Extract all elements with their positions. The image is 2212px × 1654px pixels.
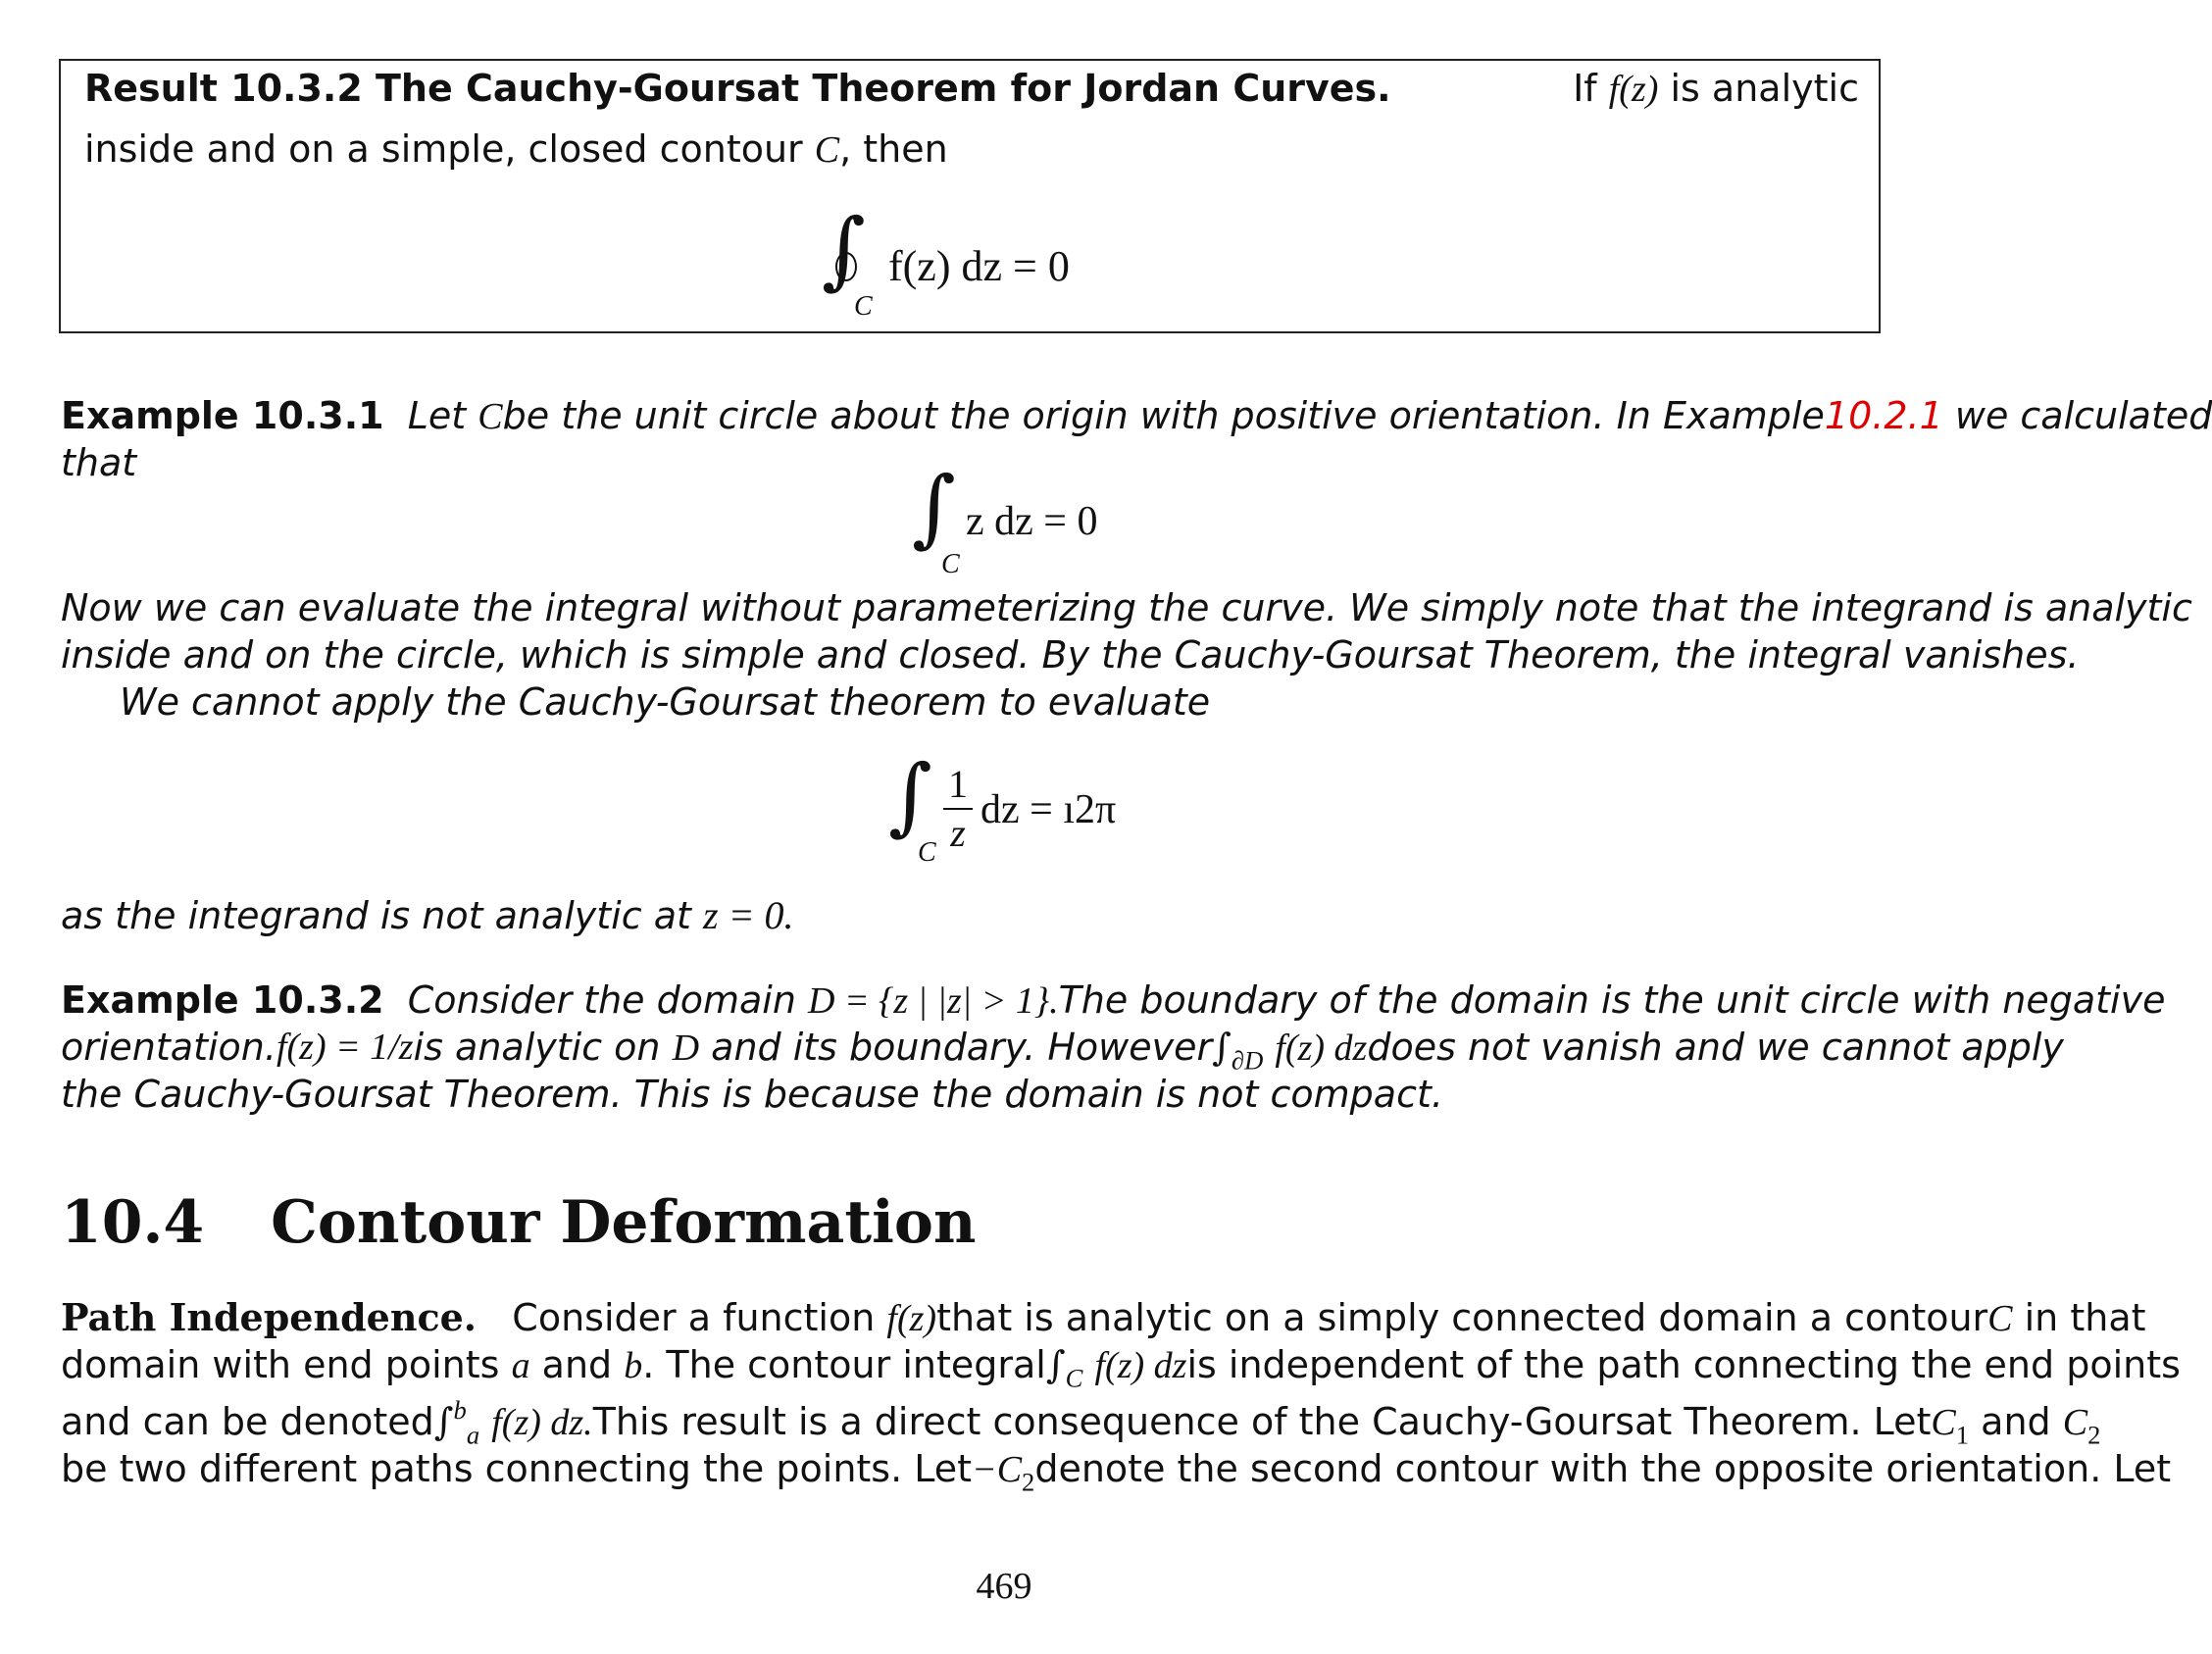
ex2-D: D [672,1027,700,1069]
path-C2: C [2062,1402,2088,1443]
result-text: If [1573,67,1597,110]
path-l3a: and can be denoted [61,1400,434,1443]
example-ref-link[interactable]: 10.2.1 [1824,394,1943,437]
section-title: Contour Deformation [271,1188,977,1257]
path-l1b: that is analytic on a simply connected domain a contour [936,1296,1988,1339]
path-l4b: denote the second contour with the opposite orientation. Let [1034,1447,2172,1490]
path-line-3: and can be denoted ∫$^b_a$ f(z) dz. This result is a direct consequence of the Cauchy-Goursat Theorem. Let $C_1$ and $C_2$ [61,1395,2101,1450]
path-C1: C [1931,1402,1956,1443]
result-line-1 [84,65,1859,113]
example1-line-2: that [61,441,137,484]
contour-integral-sign: ∫ C [822,201,873,322]
ex1-text-c: we calculated [1954,394,2212,437]
path-l2a: domain with end points [61,1343,500,1386]
path-l3c: and [1981,1400,2051,1443]
path-line-4: be two different paths connecting the points. Let $-C_2$ denote the second contour with the opposite orientation. Let [61,1447,2172,1497]
ex1-text-b: be the unit circle about the origin with positive orientation. In Example [502,394,1825,437]
result-C: C [814,129,840,171]
path-l2d: is independent of the path connecting the end points [1186,1343,2181,1386]
ex1-para-line-2: inside and on the circle, which is simple and closed. By the Cauchy-Goursat Theorem, the integral vanishes. [61,633,2080,677]
ex1-final-text: as the integrand is not analytic at [61,894,691,937]
path-b: b [624,1345,643,1386]
path-int-sub: C [1065,1363,1083,1393]
ex1-para-line-1: Now we can evaluate the integral without parameterizing the curve. We simply note that the integrand is analytic [61,586,2192,629]
ex2-l2b: is analytic on [413,1026,661,1069]
ex2-l2a: orientation. [61,1026,276,1069]
section-number: 10.4 [61,1188,205,1257]
equation-2: dz = ı2π [980,787,1117,832]
section-heading [61,1188,977,1257]
path-fz: f(z) [886,1298,937,1339]
integral-1-subscript: C [941,549,960,579]
path-l3b: This result is a direct consequence of the Cauchy-Goursat Theorem. Let [592,1400,1932,1443]
path-int-sup: b [453,1395,467,1426]
path-negC2: −C [972,1449,1023,1490]
path-line-1 [61,1294,2146,1342]
path-C: C [1987,1298,2013,1339]
integral-2-subscript: C [918,837,936,868]
fraction-one-over-z: 1 z [943,763,973,855]
ex2-fz: f(z) = 1/z [276,1027,414,1068]
result-line2-end: , then [839,127,948,171]
contour-subscript: C [854,291,873,322]
page-number: 469 [976,1566,1032,1607]
example2-line-1 [61,977,2166,1025]
path-line-2: domain with end points a and b. The contour integral $\int_C$ f(z) dz is independent of the path connecting the end points [61,1343,2181,1393]
example2-label: Example 10.3.2 [61,978,384,1022]
ex1-C: C [478,396,503,437]
result-equation: f(z) dz = 0 [888,242,1070,290]
example2-line-3: the Cauchy-Goursat Theorem. This is because the domain is not compact. [61,1073,1443,1116]
example1-line-1 [61,392,2212,440]
path-l1c: in that [2024,1296,2146,1339]
ex2-l2c: and its boundary. However [711,1026,1213,1069]
path-l4a: be two different paths connecting the points. Let [61,1447,973,1490]
ex2-int: f(z) dz [1275,1027,1368,1069]
ex1-final [61,892,1949,939]
ex2-l1a: Consider the domain [407,978,796,1022]
result-label: Result 10.3.2 The Cauchy-Goursat Theorem for Jordan Curves. [84,67,1391,110]
path-l2c: . The contour integral [642,1343,1046,1386]
path-a: a [511,1345,530,1386]
ex1-text-a: Let [407,394,467,437]
path-int-sub-a: a [466,1420,480,1450]
path-l1a: Consider a function [512,1296,876,1339]
integral-sign-2: ∫ C [888,747,936,868]
result-fz: f(z) [1608,69,1659,110]
path-l2b: and [541,1343,613,1386]
path-l2-int: f(z) dz [1094,1345,1187,1386]
ex2-l1b: The boundary of the domain is the unit circle with negative [1058,978,2166,1022]
result-line-2 [84,125,1949,174]
ex2-domain: D = {z | |z| > 1}. [808,980,1059,1022]
result-line2-text: inside and on a simple, closed contour [84,127,803,171]
example2-line-2: orientation. f(z) = 1/z is analytic on D and its boundary. However $\int_{\partial D}$ f(z) dz does not vanish and we cannot apply [61,1026,2064,1076]
ex1-para-2: We cannot apply the Cauchy-Goursat theorem to evaluate [120,680,1211,724]
ex2-l2d: does not vanish and we cannot apply [1367,1026,2064,1069]
ex1-final-eq: z = 0. [703,893,794,937]
result-text-b: is analytic [1670,67,1859,110]
example1-label: Example 10.3.1 [61,394,384,437]
path-l3-int: f(z) dz. [491,1402,593,1443]
path-heading: Path Independence. [61,1295,478,1339]
integral-sign-1: ∫ C [912,459,960,579]
equation-1: z dz = 0 [966,499,1098,544]
